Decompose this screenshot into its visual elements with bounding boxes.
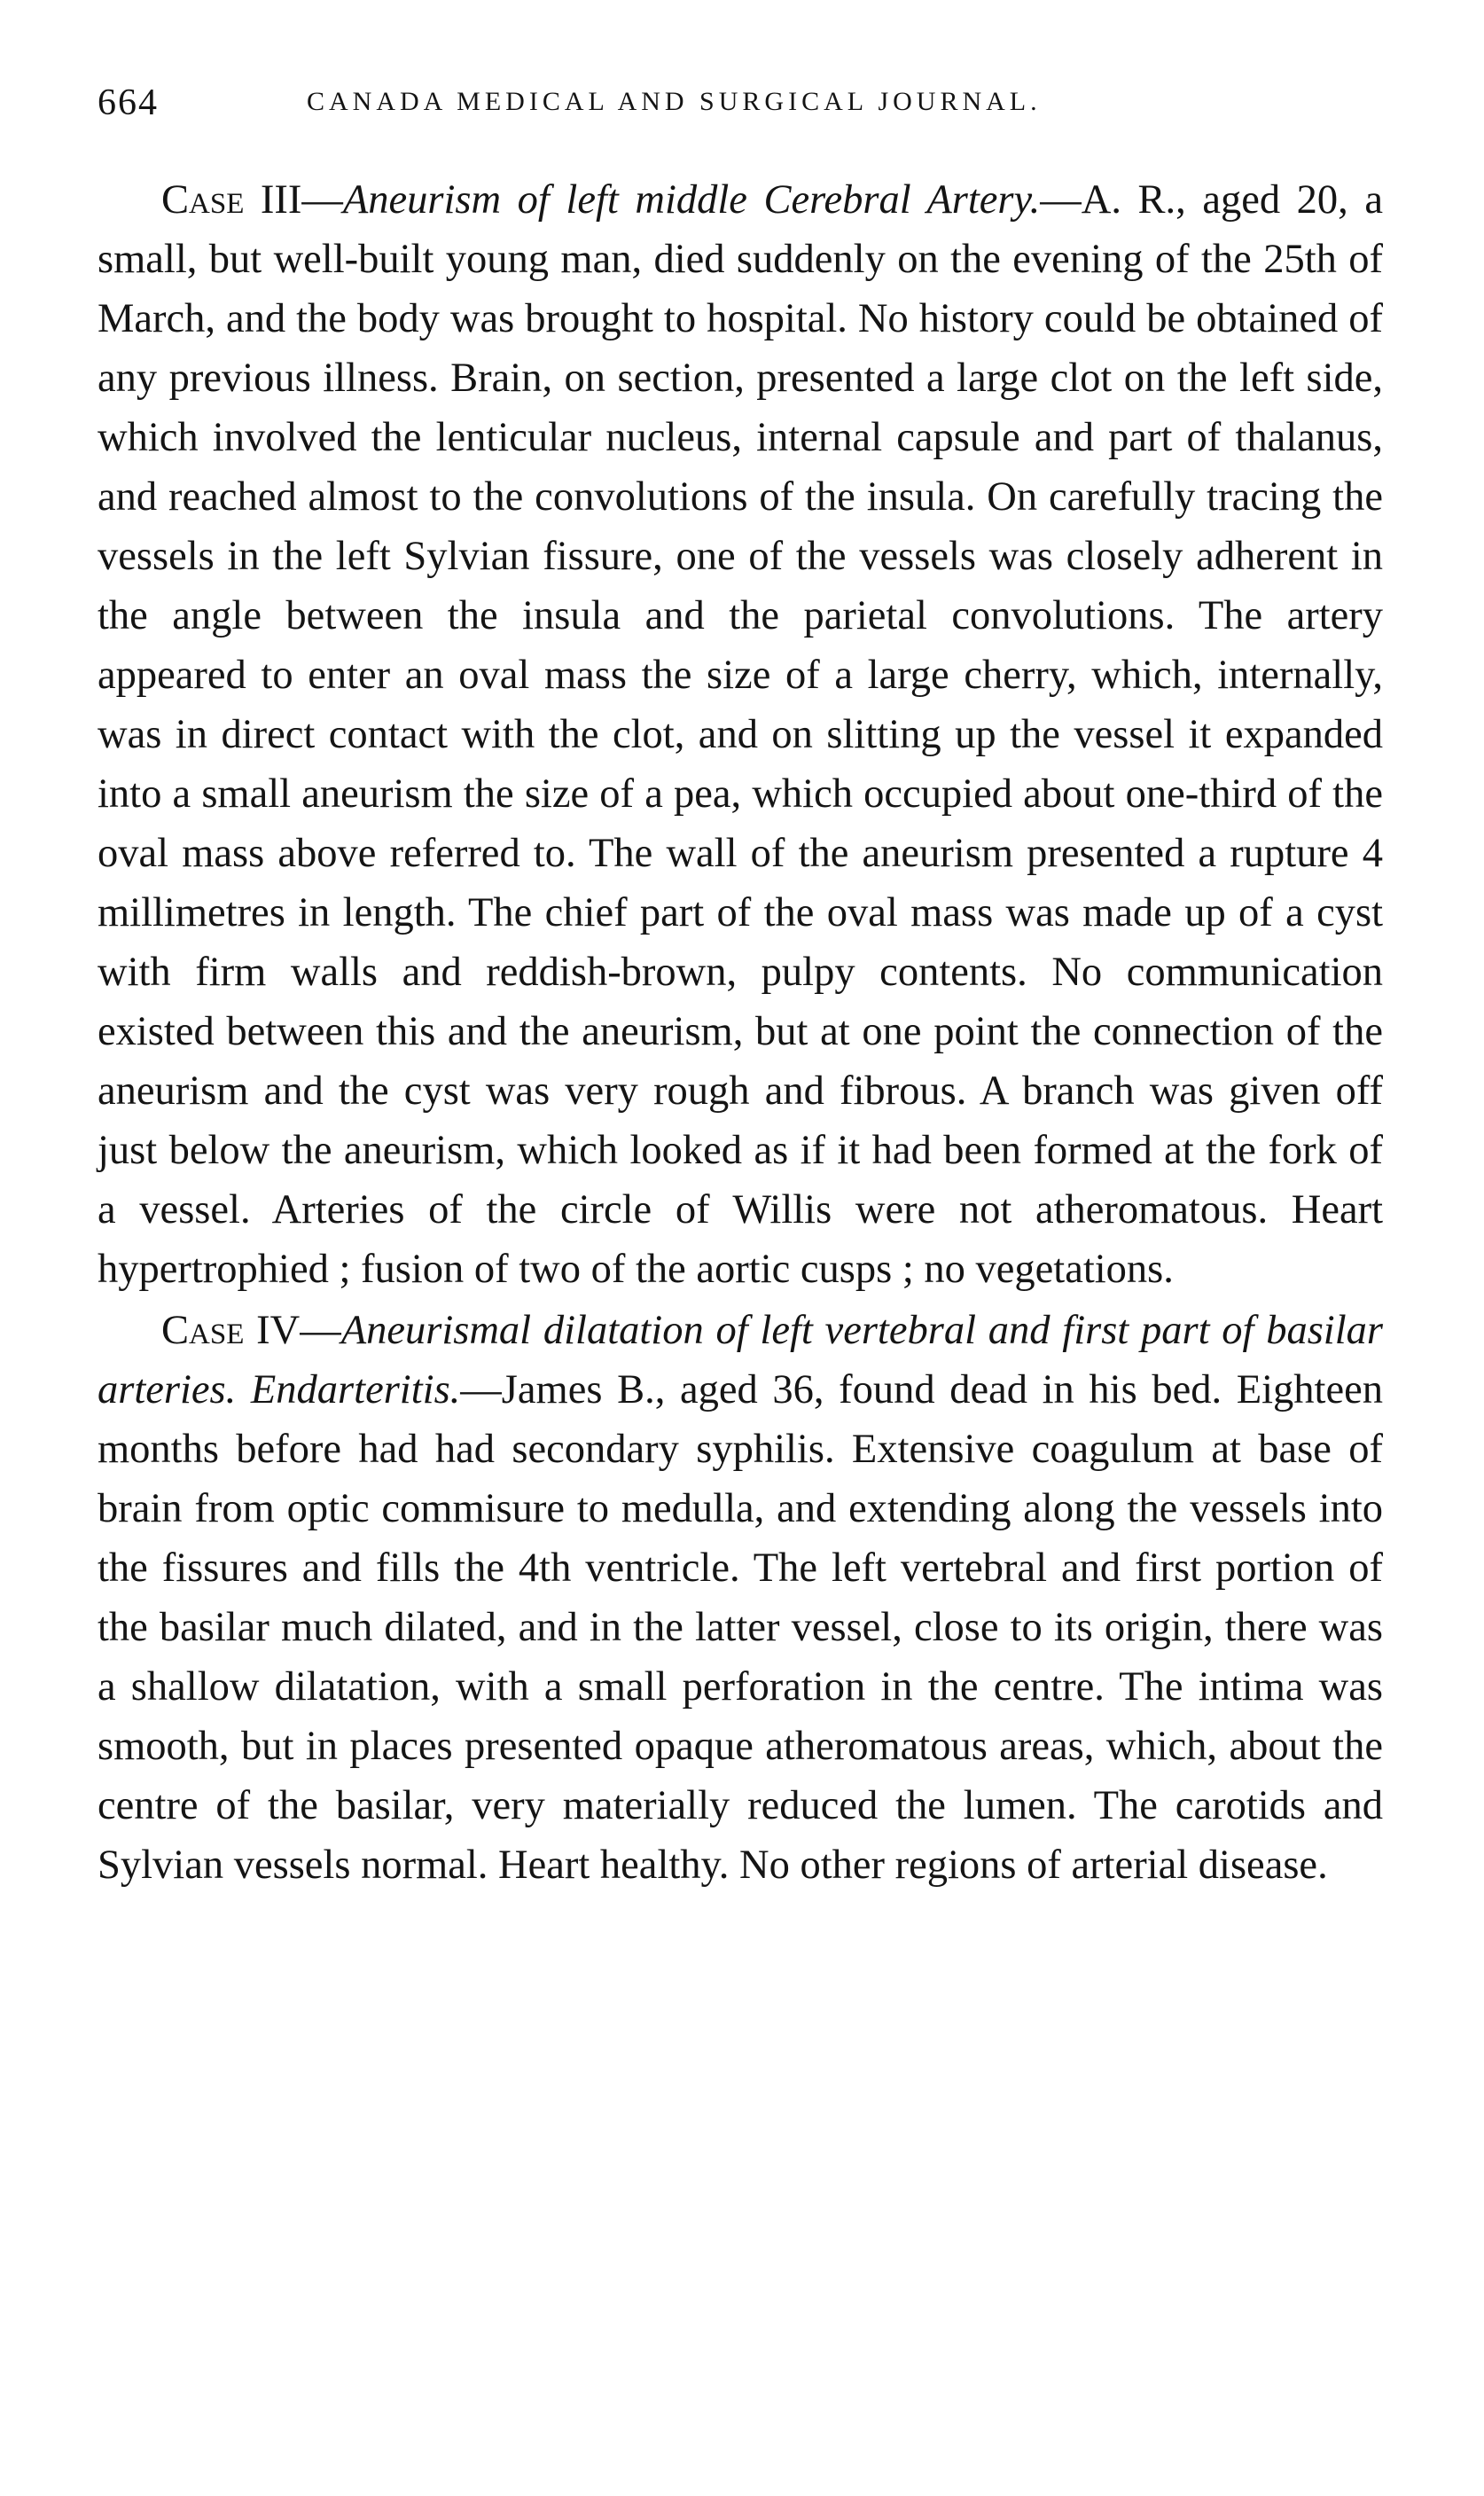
article-body [98,170,1383,1895]
case-label: Case IV [161,1308,301,1353]
case-text: James B., aged 36, found dead in his bed. Eighteen months before had had secondary syphilis. Extensive coagulum at base of brain from optic commisure to medulla, and extending along the vessels into the fissures and fills the 4th ventricle. The left vertebral and first portion of the basilar much dilated, and in the latter vessel, close to its origin, there was a shallow dilatation, with a small perforation in the centre. The intima was smooth, but in places presented opaque atheromatous areas, which, about the centre of the basilar, very materially reduced the lumen. The carotids and Sylvian vessels normal. Heart healthy. No other regions of arterial disease. [98,1367,1383,1888]
journal-page [98,82,1383,1895]
page-number: 664 [98,82,159,123]
case-title: Aneurism of left middle Cerebral Artery. [342,177,1041,223]
case-paragraph: Case III—Aneurism of left middle Cerebral Artery.—A. R., aged 20, a small, but well-built young man, died suddenly on the evening of the 25th of March, and the body was brought to hospital. No history could be obtained of any previous illness. Brain, on section, presented a large clot on the left side, which involved the lenticular nucleus, internal capsule and part of thalanus, and reached almost to the convolutions of the insula. On carefully tracing the vessels in the left Sylvian fissure, one of the vessels was closely adherent in the angle between the insula and the parietal convolutions. The artery appeared to enter an oval mass the size of a large cherry, which, internally, was in direct contact with the clot, and on slitting up the vessel it expanded into a small aneurism the size of a pea, which occupied about one-third of the oval mass above referred to. The wall of the aneurism presented a rupture 4 millimetres in length. The chief part of the oval mass was made up of a cyst with firm walls and reddish-brown, pulpy contents. No communication existed between this and the aneurism, but at one point the connection of the aneurism and the cyst was very rough and fibrous. A branch was given off just below the aneurism, which looked as if it had been formed at the fork of a vessel. Arteries of the circle of Willis were not atheromatous. Heart hypertrophied ; fusion of two of the aortic cusps ; no vegetations. [98,177,1383,1292]
running-head [98,82,1383,138]
case-title: Aneurismal dilatation of left vertebral and first part of basilar arteries. Endarteritis. [98,1308,1383,1412]
case-text: A. R., aged 20, a small, but well-built young man, died suddenly on the evening of the 25th of March, and the body was brought to hospital. No history could be obtained of any previous illness. Brain, on section, presented a large clot on the left side, which involved the lenticular nucleus, internal capsule and part of thalanus, and reached almost to the convolutions of the insula. On carefully tracing the vessels in the left Sylvian fissure, one of the vessels was closely adherent in the angle between the insula and the parietal convolutions. The artery appeared to enter an oval mass the size of a large cherry, which, internally, was in direct contact with the clot, and on slitting up the vessel it expanded into a small aneurism the size of a pea, which occupied about one-third of the oval mass above referred to. The wall of the aneurism presented a rupture 4 millimetres in length. The chief part of the oval mass was made up of a cyst with firm walls and reddish-brown, pulpy contents. No communication existed between this and the aneurism, but at one point the connection of the aneurism and the cyst was very rough and fibrous. A branch was given off just below the aneurism, which looked as if it had been formed at the fork of a vessel. Arteries of the circle of Willis were not atheromatous. Heart hypertrophied ; fusion of two of the aortic cusps ; no vegetations. [98,177,1383,1292]
case-label: Case III [161,177,302,223]
journal-title: CANADA MEDICAL AND SURGICAL JOURNAL. [307,87,1042,116]
case-paragraph: Case IV—Aneurismal dilatation of left vertebral and first part of basilar arteries. Endarteritis.—James B., aged 36, found dead in his bed. Eighteen months before had had secondary syphilis. Extensive coagulum at base of brain from optic commisure to medulla, and extending along the vessels into the fissures and fills the 4th ventricle. The left vertebral and first portion of the basilar much dilated, and in the latter vessel, close to its origin, there was a shallow dilatation, with a small perforation in the centre. The intima was smooth, but in places presented opaque atheromatous areas, which, about the centre of the basilar, very materially reduced the lumen. The carotids and Sylvian vessels normal. Heart healthy. No other regions of arterial disease. [98,1308,1383,1888]
